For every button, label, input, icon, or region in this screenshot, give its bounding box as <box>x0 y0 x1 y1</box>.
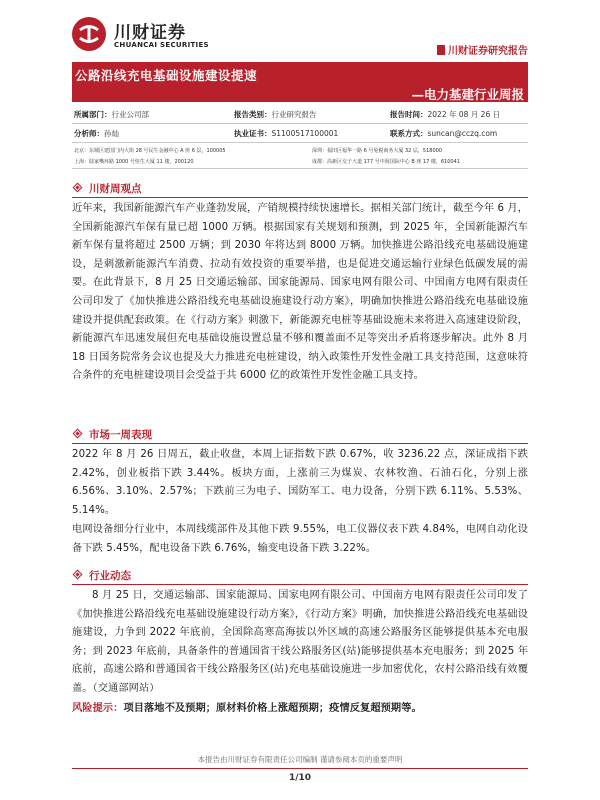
market-paragraph-1: 2022 年 8 月 26 日周五，截止收盘，本周上证指数下跌 0.67%，收 3236.22 点，深证成指下跌 2.42%，创业板指下跌 3.44%。板块方面，上涨前三为煤炭、农林牧渔、石油石化，分别上涨 6.56%、3.10%、2.57%；下跌前三为电子、国防军工、电力设备，分别下跌 6.11%、5.53%、5.14%。 <box>72 449 528 516</box>
section-title-market-performance <box>74 427 152 442</box>
weekly-view-paragraph: 近年来，我国新能源汽车产业蓬勃发展，产销规模持续快速增长。据相关部门统计，截至今年 6 月，全国新能源汽车保有量已超 1000 万辆。根据国家有关规划和预测，到 2025 年，全国新能源汽车新车保有量将超过 2500 万辆；到 2030 年将达到 8000 万辆。加快推进公路沿线充电基础设施建设，是刺激新能源汽车消费、拉动有效投资的重要举措，也是促进交通运输行业绿色低碳发展的需要。在此背景下，8 月 25 日交通运输部、国家能源局、国家电网有限公司、中国南方电网有限责任公司印发了《加快推进公路沿线充电基础设施建设行动方案》，明确加快推进公路沿线充电基础设施建设并提供配套政策。在《行动方案》刺激下，新能源充电桩等基础设施未来将进入高速建设阶段，新能源汽车迅速发展但充电基础设施设置总量不够和覆盖面不足等突出矛盾将逐步解决。此外 8 月 18 日国务院常务会议也提及大力推进充电桩建设，纳入政策性开发性金融工具支持范围，这意味符合条件的充电桩建设项目会受益于共 6000 亿的政策性开发性金融工具支持。 <box>72 203 528 382</box>
license-number: S1100517100001 <box>271 129 339 138</box>
market-paragraph-2: 电网设备细分行业中，本周线缆部件及其他下跌 9.55%，电工仪器仪表下跌 4.84%，电网自动化设备下跌 5.45%，配电设备下跌 6.76%，输变电设备下跌 3.22%。 <box>72 524 528 554</box>
category-label: 报告类别： <box>234 110 272 119</box>
shenzhen-address: 深圳：福田区福华一路 6 号免税商务大厦 32 层，518000 <box>312 148 442 154</box>
section-title-industry-news <box>74 568 131 583</box>
beijing-address: 北京：东城区建国门内大街 28 号民生金融中心 A 座 6 层，100005 <box>74 148 226 154</box>
license-label: 执业证书： <box>234 129 272 138</box>
meta-divider <box>72 123 528 124</box>
section-underline <box>72 197 528 198</box>
contact-email: suncan@cczq.com <box>427 129 498 138</box>
report-tag <box>437 42 528 57</box>
section-title-text: 行业动态 <box>89 570 131 582</box>
shanghai-address: 上海：陆家嘴环路 1000 号恒生大厦 11 楼，200120 <box>74 159 194 165</box>
section-title-text: 市场一周表现 <box>89 429 152 441</box>
risk-text: 项目落地不及预期；原材料价格上涨超预期；疫情反复超预期等。 <box>123 703 422 714</box>
page-number: 1/10 <box>288 773 312 783</box>
risk-warning <box>72 700 528 719</box>
analyst-label: 分析师： <box>74 129 104 138</box>
bookmark-icon <box>437 45 445 55</box>
section-title-weekly-view <box>74 181 142 196</box>
section-underline <box>72 443 528 444</box>
meta-divider <box>72 142 528 143</box>
report-tag-label: 川财证券研究报告 <box>448 46 528 57</box>
risk-label: 风险提示： <box>72 703 124 714</box>
section-underline <box>72 584 528 585</box>
report-subtitle: —电力基建行业周报 <box>411 87 524 102</box>
address-divider <box>72 168 528 169</box>
analyst-name: 孙灿 <box>104 129 119 138</box>
brand-name-en: CHUANCAI SECURITIES <box>114 41 209 49</box>
chengdu-address: 成都：高新区交子大道 177 号中海国际中心 B 座 17 楼，610041 <box>312 159 460 165</box>
chuancai-logo-icon <box>72 17 106 51</box>
report-title: 公路沿线充电基础设施建设提速 <box>75 68 258 83</box>
footer-divider <box>72 768 528 769</box>
industry-news-paragraph: 8 月 25 日，交通运输部、国家能源局、国家电网有限公司、中国南方电网有限责任公司印发了《加快推进公路沿线充电基础设施建设行动方案》，《行动方案》明确，加快推进公路沿线充电基础设施建设，力争到 2022 年底前，全国除高寒高海拔以外区域的高速公路服务区能够提供基本充电服务；到 2023 年底前，具备条件的普通国省干线公路服务区(站)能够提供基本充电服务；到 2025 年底前，高速公路和普通国省干线公路服务区(站)充电基础设施进一步加密优化，农村公路沿线有效覆盖。（交通部网站） <box>72 590 528 694</box>
footer-disclaimer: 本报告由川财证券有限责任公司编制 谨请参阅本页的重要声明 <box>197 755 403 764</box>
report-date: 2022 年 08 月 26 日 <box>427 110 501 119</box>
brand-name-cn: 川财证券 <box>114 23 186 43</box>
department-value: 行业公司部 <box>111 110 149 119</box>
date-label: 报告时间： <box>390 110 428 119</box>
report-header <box>0 0 600 62</box>
contact-label: 联系方式： <box>390 129 428 138</box>
diamond-bullet-icon <box>73 183 83 193</box>
department-label: 所属部门： <box>74 110 112 119</box>
diamond-bullet-icon <box>73 570 83 580</box>
category-value: 行业研究报告 <box>271 110 317 119</box>
diamond-bullet-icon <box>73 429 83 439</box>
section-title-text: 川财周观点 <box>89 183 142 195</box>
title-bar <box>72 62 528 102</box>
